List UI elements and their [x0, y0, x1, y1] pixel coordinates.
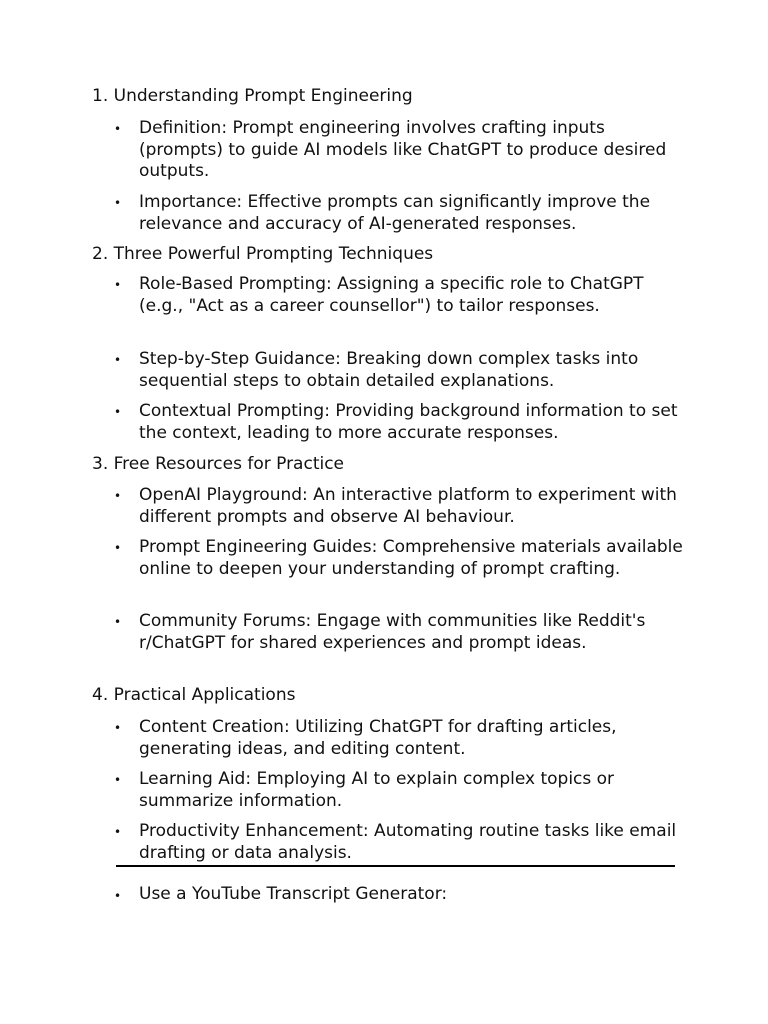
section-2-number: 2.: [92, 244, 109, 264]
section-4-heading: [92, 685, 295, 707]
section-1-heading: [92, 86, 413, 108]
section-3-bullet-3: Community Forums: Engage with communities like Reddit's r/ChatGPT for shared experiences and prompt ideas.: [139, 611, 646, 653]
trailing-bullet: Use a YouTube Transcript Generator:: [139, 884, 448, 904]
section-1-bullet-1: Definition: Prompt engineering involves crafting inputs (prompts) to guide AI models like ChatGPT to produce desired outputs.: [139, 118, 667, 181]
section-3-title: Free Resources for Practice: [113, 454, 345, 474]
bullet-marker: •: [114, 773, 122, 787]
section-2-bullet-2: Step-by-Step Guidance: Breaking down complex tasks into sequential steps to obtain detailed explanations.: [139, 349, 639, 391]
bullet-marker: •: [114, 889, 122, 903]
section-4-title: Practical Applications: [113, 685, 296, 705]
section-3-bullet-2: Prompt Engineering Guides: Comprehensive materials available online to deepen your understanding of prompt crafting.: [139, 537, 683, 579]
section-2-bullet-3: Contextual Prompting: Providing background information to set the context, leading to more accurate responses.: [139, 401, 678, 443]
bullet-marker: •: [114, 825, 122, 839]
bullet-marker: •: [114, 721, 122, 735]
bullet-marker: •: [114, 353, 122, 367]
bullet-marker: •: [114, 489, 122, 503]
section-1-bullet-2: Importance: Effective prompts can significantly improve the relevance and accuracy of AI-generated responses.: [139, 192, 651, 234]
bullet-marker: •: [114, 615, 122, 629]
bullet-marker: •: [114, 278, 122, 292]
section-3-number: 3.: [92, 454, 109, 474]
section-2-bullet-1: Role-Based Prompting: Assigning a specific role to ChatGPT (e.g., "Act as a career counsellor") to tailor responses.: [139, 274, 644, 316]
section-4-bullet-1: Content Creation: Utilizing ChatGPT for drafting articles, generating ideas, and editing content.: [139, 717, 617, 759]
bullet-marker: •: [114, 196, 122, 210]
bullet-marker: •: [114, 405, 122, 419]
bullet-marker: •: [114, 541, 122, 555]
bullet-marker: •: [114, 122, 122, 136]
section-4-bullet-2: Learning Aid: Employing AI to explain complex topics or summarize information.: [139, 769, 615, 811]
section-4-bullet-3: Productivity Enhancement: Automating routine tasks like email drafting or data analysis.: [139, 821, 677, 863]
section-3-heading: [92, 454, 344, 476]
section-1-title: Understanding Prompt Engineering: [113, 86, 413, 106]
section-3-bullet-1: OpenAI Playground: An interactive platform to experiment with different prompts and observe AI behaviour.: [139, 485, 677, 527]
section-2-title: Three Powerful Prompting Techniques: [113, 244, 434, 264]
section-4-number: 4.: [92, 685, 109, 705]
section-1-number: 1.: [92, 86, 109, 106]
section-2-heading: [92, 244, 433, 266]
horizontal-divider: [116, 865, 675, 867]
